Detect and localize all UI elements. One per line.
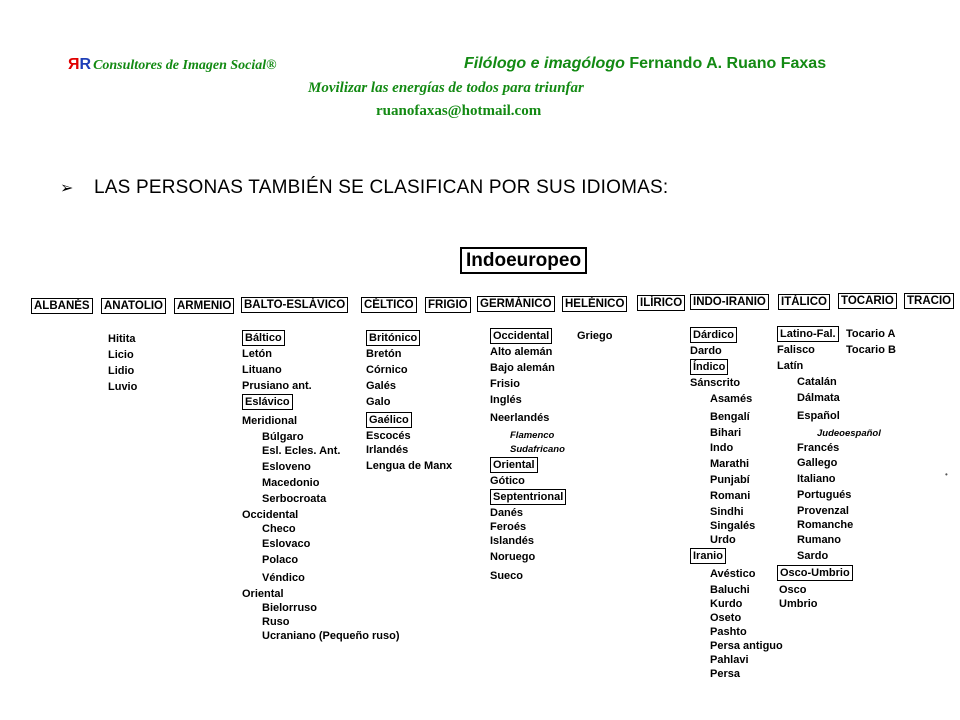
company-logo <box>68 56 277 74</box>
lang-romanche: Romanche <box>797 519 854 531</box>
lang-esl-ecles: Esl. Ecles. Ant. <box>262 445 341 457</box>
lang-ruso: Ruso <box>262 616 290 628</box>
group-dardico: Dárdico <box>690 327 737 343</box>
lang-umbrio: Umbrio <box>779 598 818 610</box>
lang-romani: Romani <box>710 490 751 502</box>
lang-macedonio: Macedonio <box>262 477 320 489</box>
lang-bajo-aleman: Bajo alemán <box>490 362 555 374</box>
branch-tracio: TRACIO <box>904 293 954 309</box>
branch-albanes: ALBANÉS <box>31 298 93 314</box>
lang-singales: Singalés <box>710 520 756 532</box>
stray-dot: • <box>945 470 948 479</box>
lang-polaco: Polaco <box>262 554 299 566</box>
brand-name: Consultores de Imagen Social® <box>93 58 277 73</box>
lang-indo: Indo <box>710 442 734 454</box>
group-britonico: Britónico <box>366 330 420 346</box>
branch-helenico: HELÉNICO <box>562 296 627 312</box>
lang-persa: Persa <box>710 668 740 680</box>
group-occidental-germanico: Occidental <box>490 328 552 344</box>
lang-sudafricano: Sudafricano <box>510 444 565 455</box>
lang-ucraniano: Ucraniano (Pequeño ruso) <box>262 630 400 642</box>
lang-bielorruso: Bielorruso <box>262 602 318 614</box>
lang-avestico: Avéstico <box>710 568 756 580</box>
author-role: Filólogo e imagólogo <box>464 55 625 72</box>
lang-neerlandes: Neerlandés <box>490 412 550 424</box>
branch-balto-eslavico: BALTO-ESLÁVICO <box>241 297 348 313</box>
root-family-box: Indoeuropeo <box>460 247 587 274</box>
group-baltico: Báltico <box>242 330 285 346</box>
lang-pahlavi: Pahlavi <box>710 654 749 666</box>
slogan: Movilizar las energías de todos para triunfar <box>308 80 584 96</box>
lang-checo: Checo <box>262 523 296 535</box>
lang-serbocroata: Serbocroata <box>262 493 327 505</box>
lang-punjabi: Punjabí <box>710 474 750 486</box>
branch-armenio: ARMENIO <box>174 298 234 314</box>
lang-frances: Francés <box>797 442 840 454</box>
group-oriental-germanico: Oriental <box>490 457 538 473</box>
branch-germanico: GERMÁNICO <box>477 296 555 312</box>
lang-gotico: Gótico <box>490 475 525 487</box>
lang-prusiano: Prusiano ant. <box>242 380 312 392</box>
lang-tocario-b: Tocario B <box>846 344 896 356</box>
lang-sindhi: Sindhi <box>710 506 744 518</box>
lang-alto-aleman: Alto alemán <box>490 346 553 358</box>
branch-celtico: CÉLTICO <box>361 297 417 313</box>
lang-eslovaco: Eslovaco <box>262 538 311 550</box>
lang-bengali: Bengalí <box>710 411 750 423</box>
lang-lituano: Lituano <box>242 364 282 376</box>
lang-dardo: Dardo <box>690 345 722 357</box>
lang-dalmata: Dálmata <box>797 392 840 404</box>
group-eslavico: Eslávico <box>242 394 293 410</box>
lang-gales: Galés <box>366 380 396 392</box>
lang-flamenco: Flamenco <box>510 430 555 441</box>
group-osco-umbrio: Osco-Umbrio <box>777 565 853 581</box>
lang-vendico: Véndico <box>262 572 305 584</box>
branch-ilirico: ILÍRICO <box>637 295 685 311</box>
lang-lidio: Lidio <box>108 365 135 377</box>
lang-licio: Licio <box>108 349 134 361</box>
group-gaelico: Gaélico <box>366 412 412 428</box>
branch-italico: ITÁLICO <box>778 294 830 310</box>
bullet-arrow-icon: ➢ <box>60 180 74 197</box>
lang-noruego: Noruego <box>490 551 536 563</box>
lang-tocario-a: Tocario A <box>846 328 896 340</box>
lang-rumano: Rumano <box>797 534 841 546</box>
lang-luvio: Luvio <box>108 381 138 393</box>
branch-tocario: TOCARIO <box>838 293 897 309</box>
lang-urdo: Urdo <box>710 534 736 546</box>
lang-bulgaro: Búlgaro <box>262 431 304 443</box>
lang-leton: Letón <box>242 348 272 360</box>
lang-falisco: Falisco <box>777 344 815 356</box>
slide-title: LAS PERSONAS TAMBIÉN SE CLASIFICAN POR SUS IDIOMAS: <box>94 177 669 198</box>
branch-anatolio: ANATOLIO <box>101 298 166 314</box>
lang-judeoespanol: Judeoespañol <box>817 428 881 439</box>
lang-sanscrito: Sánscrito <box>690 377 741 389</box>
author-name: Fernando A. Ruano Faxas <box>629 55 827 72</box>
group-indico: Índico <box>690 359 728 375</box>
lang-pashto: Pashto <box>710 626 747 638</box>
lang-ingles: Inglés <box>490 394 522 406</box>
lang-persa-antiguo: Persa antiguo <box>710 640 783 652</box>
lang-espanol: Español <box>797 410 840 422</box>
subgroup-oriental-eslavo: Oriental <box>242 588 284 600</box>
subgroup-occidental-eslavo: Occidental <box>242 509 299 521</box>
lang-danes: Danés <box>490 507 524 519</box>
lang-osco: Osco <box>779 584 807 596</box>
lang-marathi: Marathi <box>710 458 750 470</box>
lang-frisio: Frisio <box>490 378 520 390</box>
lang-bihari: Bihari <box>710 427 742 439</box>
lang-italiano: Italiano <box>797 473 836 485</box>
subgroup-meridional: Meridional <box>242 415 298 427</box>
author-line <box>464 55 826 73</box>
group-latino-falisco: Latino-Fal. <box>777 326 839 342</box>
lang-escoces: Escocés <box>366 430 411 442</box>
branch-frigio: FRIGIO <box>425 297 471 313</box>
lang-provenzal: Provenzal <box>797 505 849 517</box>
logo-letter-r: R <box>79 56 92 73</box>
contact-email: ruanofaxas@hotmail.com <box>376 103 542 119</box>
lang-feroes: Feroés <box>490 521 527 533</box>
lang-gallego: Gallego <box>797 457 838 469</box>
lang-griego: Griego <box>577 330 613 342</box>
lang-galo: Galo <box>366 396 391 408</box>
lang-cornico: Córnico <box>366 364 408 376</box>
branch-indo-iranio: INDO-IRANIO <box>690 294 769 310</box>
lang-kurdo: Kurdo <box>710 598 743 610</box>
lang-sardo: Sardo <box>797 550 829 562</box>
lang-latin: Latín <box>777 360 804 372</box>
lang-sueco: Sueco <box>490 570 524 582</box>
lang-baluchi: Baluchi <box>710 584 750 596</box>
lang-portugues: Portugués <box>797 489 852 501</box>
group-septentrional: Septentrional <box>490 489 566 505</box>
lang-breton: Bretón <box>366 348 402 360</box>
lang-hitita: Hitita <box>108 333 136 345</box>
lang-catalan: Catalán <box>797 376 837 388</box>
logo-letter-r-mirrored: Я <box>68 56 80 73</box>
lang-irlandes: Irlandés <box>366 444 409 456</box>
lang-islandes: Islandés <box>490 535 535 547</box>
group-iranio: Iranio <box>690 548 726 564</box>
lang-manx: Lengua de Manx <box>366 460 453 472</box>
lang-oseto: Oseto <box>710 612 742 624</box>
lang-asames: Asamés <box>710 393 753 405</box>
lang-esloveno: Esloveno <box>262 461 311 473</box>
